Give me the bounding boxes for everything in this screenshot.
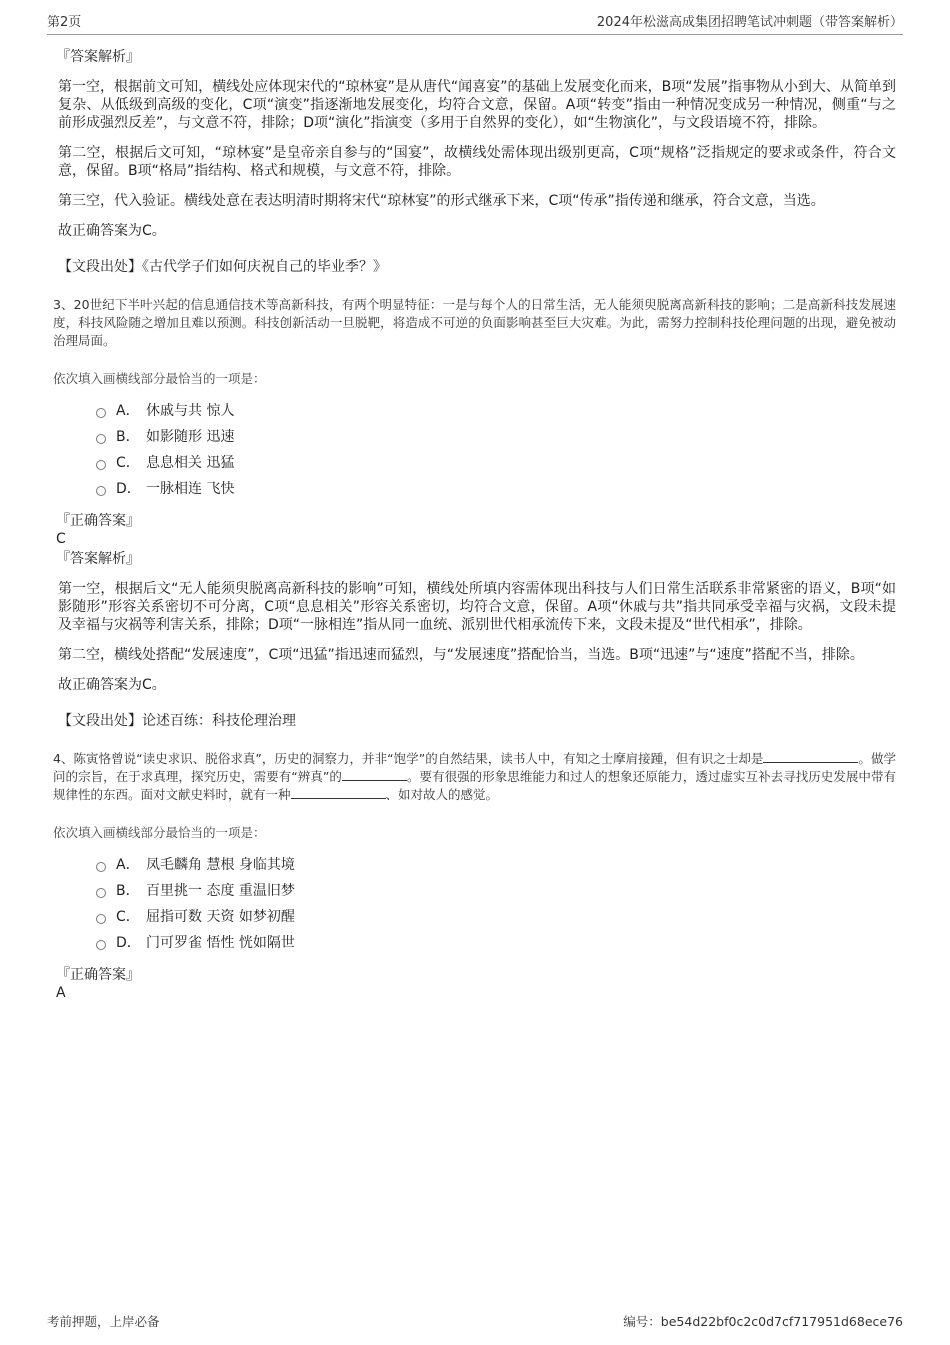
q3-conclusion: 故正确答案为C。 bbox=[58, 677, 166, 693]
q4-blank-2 bbox=[342, 768, 407, 781]
q3-answer-label: 『正确答案』 bbox=[56, 513, 140, 529]
option-letter: B． bbox=[116, 883, 140, 899]
q4-option-d[interactable] bbox=[96, 934, 896, 960]
document-id: 编号：be54d22bf0c2c0d7cf717951d68ece76 bbox=[623, 1314, 903, 1329]
q4-text-part-2: 。做学问的宗旨，在于求真理，探究历史，需要有“辨真”的 bbox=[53, 751, 896, 784]
footer-slogan: 考前押题，上岸必备 bbox=[47, 1314, 160, 1329]
option-letter: A． bbox=[116, 403, 140, 419]
option-text: 门可罗雀 悟性 恍如隔世 bbox=[146, 935, 295, 951]
q4-answer: A bbox=[56, 985, 66, 1001]
radio-icon[interactable] bbox=[96, 434, 106, 444]
q4-answer-label: 『正确答案』 bbox=[56, 967, 140, 983]
q3-analysis-para-1: 第一空，根据后文“无人能须臾脱离高新科技的影响”可知，横线处所填内容需体现出科技与人们日常生活联系非常紧密的语义，B项“如影随形”形容关系密切不可分离，C项“息息相关”形容关系密切，均符合文意，保留。A项“休戚与共”指共同承受幸福与灾祸，文段未提及幸福与灾祸等利害关系，排除；D项“一脉相连”指从同一血统、派别世代相承流传下来，文段未提及“世代相承”，排除。 bbox=[58, 581, 896, 633]
option-text: 休戚与共 惊人 bbox=[146, 403, 235, 419]
option-letter: C． bbox=[116, 455, 140, 471]
q3-source: 【文段出处】论述百练：科技伦理治理 bbox=[58, 713, 296, 729]
q2-analysis-label: 『答案解析』 bbox=[56, 49, 140, 65]
q4-text-part-1: 4、陈寅恪曾说“读史求识、脱俗求真”，历史的洞察力，并非“饱学”的自然结果，读书人中，有知之士摩肩接踵，但有识之士却是 bbox=[53, 751, 764, 766]
option-letter: A． bbox=[116, 857, 140, 873]
q3-analysis-label: 『答案解析』 bbox=[56, 551, 140, 567]
q3-options bbox=[96, 402, 896, 506]
radio-icon[interactable] bbox=[96, 940, 106, 950]
q2-analysis-para-3: 第三空，代入验证。横线处意在表达明清时期将宋代“琼林宴”的形式继承下来，C项“传承”指传递和继承，符合文意，当选。 bbox=[58, 193, 825, 209]
option-text: 如影随形 迅速 bbox=[146, 429, 235, 445]
q4-blank-1 bbox=[763, 750, 858, 763]
option-text: 息息相关 迅猛 bbox=[146, 455, 235, 471]
page-footer bbox=[47, 1313, 903, 1331]
page-number: 第2页 bbox=[47, 15, 82, 30]
radio-icon[interactable] bbox=[96, 408, 106, 418]
q3-option-d[interactable] bbox=[96, 480, 896, 506]
option-letter: C． bbox=[116, 909, 140, 925]
q3-analysis-para-2: 第二空，横线处搭配“发展速度”，C项“迅猛”指迅速而猛烈，与“发展速度”搭配恰当，当选。B项“迅速”与“速度”搭配不当，排除。 bbox=[58, 647, 864, 663]
option-letter: B． bbox=[116, 429, 140, 445]
page-header bbox=[47, 14, 903, 35]
radio-icon[interactable] bbox=[96, 862, 106, 872]
document-title: 2024年松滋高成集团招聘笔试冲刺题（带答案解析） bbox=[596, 15, 903, 30]
q3-option-a[interactable] bbox=[96, 402, 896, 428]
q3-option-b[interactable] bbox=[96, 428, 896, 454]
document-body bbox=[53, 44, 896, 1002]
radio-icon[interactable] bbox=[96, 914, 106, 924]
option-text: 屈指可数 天资 如梦初醒 bbox=[146, 909, 295, 925]
radio-icon[interactable] bbox=[96, 460, 106, 470]
option-text: 百里挑一 态度 重温旧梦 bbox=[146, 883, 295, 899]
q4-options bbox=[96, 856, 896, 960]
q4-blank-3 bbox=[291, 786, 386, 799]
q2-conclusion: 故正确答案为C。 bbox=[58, 223, 166, 239]
q4-prompt: 依次填入画横线部分最恰当的一项是： bbox=[53, 825, 266, 840]
radio-icon[interactable] bbox=[96, 486, 106, 496]
q4-text bbox=[53, 750, 896, 804]
q2-analysis-para-1: 第一空，根据前文可知，横线处应体现宋代的“琼林宴”是从唐代“闻喜宴”的基础上发展变化而来，B项“发展”指事物从小到大、从简单到复杂、从低级到高级的变化，C项“演变”指逐渐地发展变化，均符合文意，保留。A项“转变”指由一种情况变成另一种情况，侧重“与之前形成强烈反差”，与文意不符，排除；D项“演化”指演变（多用于自然界的变化），如“生物演化”，与文段语境不符，排除。 bbox=[58, 79, 896, 131]
q4-text-part-3: 。要有很强的形象思维能力和过人的想象还原能力，透过虚实互补去寻找历史发展中带有规律性的东西。面对文献史料时，就有一种 bbox=[53, 769, 896, 802]
q4-option-a[interactable] bbox=[96, 856, 896, 882]
option-text: 凤毛麟角 慧根 身临其境 bbox=[146, 857, 295, 873]
q4-option-b[interactable] bbox=[96, 882, 896, 908]
radio-icon[interactable] bbox=[96, 888, 106, 898]
q3-text: 3、20世纪下半叶兴起的信息通信技术等高新科技，有两个明显特征：一是与每个人的日常生活，无人能须臾脱离高新科技的影响；二是高新科技发展速度，科技风险随之增加且难以预测。科技创新活动一旦脱靶，将造成不可逆的负面影响甚至巨大灾难。为此，需努力控制科技伦理问题的出现，避免被动治理局面。 bbox=[53, 297, 896, 348]
option-text: 一脉相连 飞快 bbox=[146, 481, 235, 497]
q4-text-part-4: 、如对故人的感觉。 bbox=[385, 787, 499, 802]
q3-answer: C bbox=[56, 531, 66, 547]
q2-source: 【文段出处】《古代学子们如何庆祝自己的毕业季？》 bbox=[58, 259, 387, 275]
q4-option-c[interactable] bbox=[96, 908, 896, 934]
option-letter: D． bbox=[116, 481, 141, 497]
option-letter: D． bbox=[116, 935, 141, 951]
q3-prompt: 依次填入画横线部分最恰当的一项是： bbox=[53, 371, 266, 386]
q2-analysis-para-2: 第二空，根据后文可知，“琼林宴”是皇帝亲自参与的“国宴”，故横线处需体现出级别更高，C项“规格”泛指规定的要求或条件，符合文意，保留。B项“格局”指结构、格式和规模，与文意不符，排除。 bbox=[58, 145, 896, 179]
q3-option-c[interactable] bbox=[96, 454, 896, 480]
